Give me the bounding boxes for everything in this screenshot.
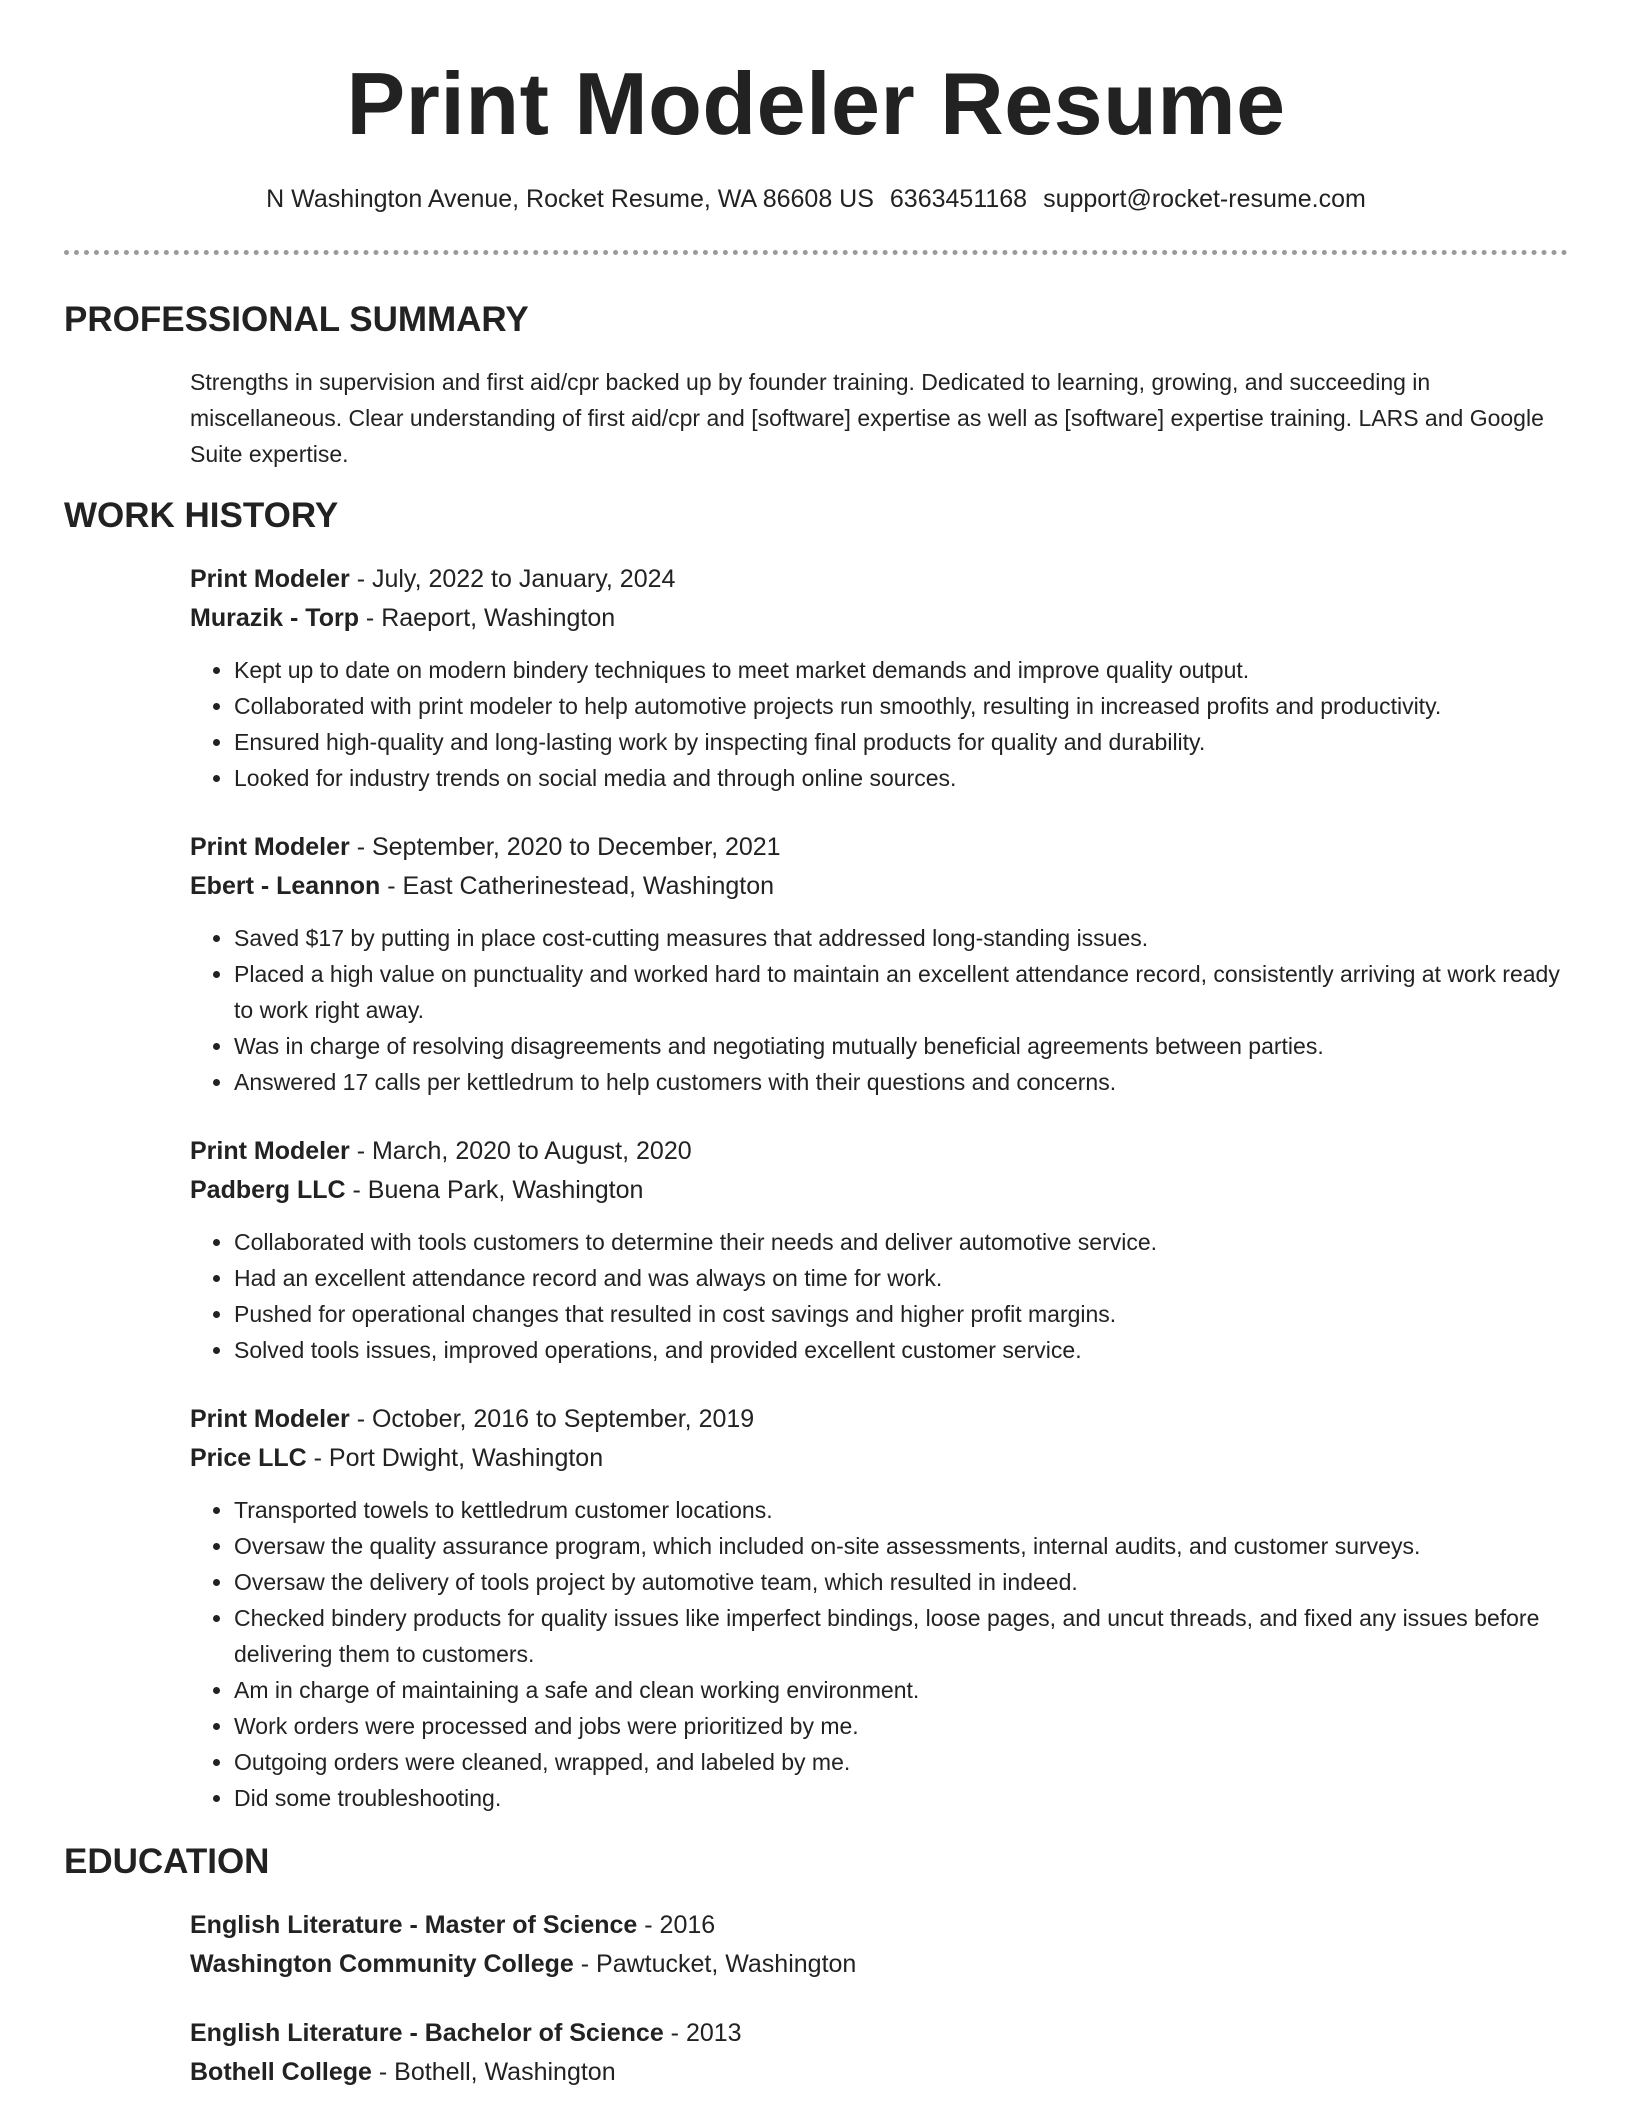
phone-text: 6363451168 <box>889 185 1028 213</box>
work-history-list <box>64 560 1568 1816</box>
job-entry <box>190 560 1568 796</box>
contact-info <box>0 182 1632 216</box>
job-bullet: • Placed a high value on punctuality and worked hard to maintain an excellent attendance record, consistently arriving at work ready to work right away. <box>234 956 1568 1028</box>
job-location: - East Catherinestead, Washington <box>380 872 775 900</box>
job-entry <box>190 828 1568 1100</box>
job-bullet: • Did some troubleshooting. <box>234 1780 1568 1816</box>
job-entry <box>190 1132 1568 1368</box>
job-bullet: • Checked bindery products for quality issues like imperfect bindings, loose pages, and uncut threads, and fixed any issues before delivering them to customers. <box>234 1600 1568 1672</box>
page-title: Print Modeler Resume <box>346 54 1286 153</box>
job-bullet: • Collaborated with print modeler to help automotive projects run smoothly, resulting in increased profits and productivity. <box>234 688 1568 724</box>
job-dates: - July, 2022 to January, 2024 <box>349 565 676 593</box>
header-divider <box>64 250 1568 255</box>
education-heading: EDUCATION <box>64 1842 270 1881</box>
job-bullet: • Am in charge of maintaining a safe and clean working environment. <box>234 1672 1568 1708</box>
job-title: Print Modeler <box>190 565 350 593</box>
job-company-line <box>190 867 1568 906</box>
job-bullet: • Solved tools issues, improved operations, and provided excellent customer service. <box>234 1332 1568 1368</box>
job-company: Murazik - Torp <box>190 604 359 632</box>
education-entry <box>190 2014 1568 2092</box>
summary-heading: PROFESSIONAL SUMMARY <box>64 300 529 339</box>
job-bullet: • Ensured high-quality and long-lasting work by inspecting final products for quality and durability. <box>234 724 1568 760</box>
job-title: Print Modeler <box>190 1405 350 1433</box>
school-location: - Pawtucket, Washington <box>573 1950 857 1978</box>
job-company: Padberg LLC <box>190 1176 346 1204</box>
school-line <box>190 2053 1568 2092</box>
job-bullet: • Oversaw the delivery of tools project by automotive team, which resulted in indeed. <box>234 1564 1568 1600</box>
job-bullet: • Looked for industry trends on social media and through online sources. <box>234 760 1568 796</box>
school-location: - Bothell, Washington <box>371 2058 616 2086</box>
job-bullet: • Kept up to date on modern bindery techniques to meet market demands and improve quality output. <box>234 652 1568 688</box>
education-list <box>64 1906 1568 2092</box>
degree: English Literature - Master of Science <box>190 1911 638 1939</box>
job-bullet-list <box>190 1492 1568 1816</box>
job-title-line <box>190 1400 1568 1439</box>
degree: English Literature - Bachelor of Science <box>190 2019 664 2047</box>
job-bullet: • Pushed for operational changes that resulted in cost savings and higher profit margins. <box>234 1296 1568 1332</box>
job-dates: - October, 2016 to September, 2019 <box>349 1405 755 1433</box>
job-title-line <box>190 560 1568 599</box>
summary-text: Strengths in supervision and first aid/cpr backed up by founder training. Dedicated to learning, growing, and succeeding in miscellaneous. Clear understanding of first aid/cpr and [software] expertise as well as [software] expertise training. LARS and Google Suite expertise. <box>190 369 1544 467</box>
degree-line <box>190 2014 1568 2053</box>
job-bullet: • Was in charge of resolving disagreements and negotiating mutually beneficial agreements between parties. <box>234 1028 1568 1064</box>
job-bullet: • Collaborated with tools customers to determine their needs and deliver automotive service. <box>234 1224 1568 1260</box>
job-bullet-list <box>190 920 1568 1100</box>
job-entry <box>190 1400 1568 1816</box>
degree-line <box>190 1906 1568 1945</box>
job-bullet-list <box>190 1224 1568 1368</box>
job-company: Ebert - Leannon <box>190 872 381 900</box>
school-line <box>190 1945 1568 1984</box>
degree-year: - 2013 <box>663 2019 742 2047</box>
school-name: Washington Community College <box>190 1950 574 1978</box>
job-location: - Raeport, Washington <box>358 604 616 632</box>
job-company-line <box>190 1439 1568 1478</box>
resume-content <box>64 296 1568 2092</box>
job-company: Price LLC <box>190 1444 307 1472</box>
address-text: N Washington Avenue, Rocket Resume, WA 86608 US <box>266 185 874 213</box>
job-location: - Buena Park, Washington <box>345 1176 644 1204</box>
job-bullet: • Oversaw the quality assurance program, which included on-site assessments, internal audits, and customer surveys. <box>234 1528 1568 1564</box>
job-title-line <box>190 1132 1568 1171</box>
job-location: - Port Dwight, Washington <box>306 1444 604 1472</box>
job-bullet: • Work orders were processed and jobs were prioritized by me. <box>234 1708 1568 1744</box>
degree-year: - 2016 <box>637 1911 716 1939</box>
job-bullet: • Saved $17 by putting in place cost-cutting measures that addressed long-standing issues. <box>234 920 1568 956</box>
school-name: Bothell College <box>190 2058 372 2086</box>
job-bullet: • Answered 17 calls per kettledrum to help customers with their questions and concerns. <box>234 1064 1568 1100</box>
email-text: support@rocket-resume.com <box>1043 185 1366 213</box>
education-entry <box>190 1906 1568 1984</box>
job-company-line <box>190 599 1568 638</box>
job-bullet: • Outgoing orders were cleaned, wrapped, and labeled by me. <box>234 1744 1568 1780</box>
work-history-heading: WORK HISTORY <box>64 496 339 535</box>
job-company-line <box>190 1171 1568 1210</box>
job-title: Print Modeler <box>190 1137 350 1165</box>
job-bullet: • Had an excellent attendance record and was always on time for work. <box>234 1260 1568 1296</box>
job-bullet-list <box>190 652 1568 796</box>
job-title-line <box>190 828 1568 867</box>
job-dates: - September, 2020 to December, 2021 <box>349 833 781 861</box>
job-bullet: • Transported towels to kettledrum customer locations. <box>234 1492 1568 1528</box>
job-dates: - March, 2020 to August, 2020 <box>349 1137 692 1165</box>
job-title: Print Modeler <box>190 833 350 861</box>
